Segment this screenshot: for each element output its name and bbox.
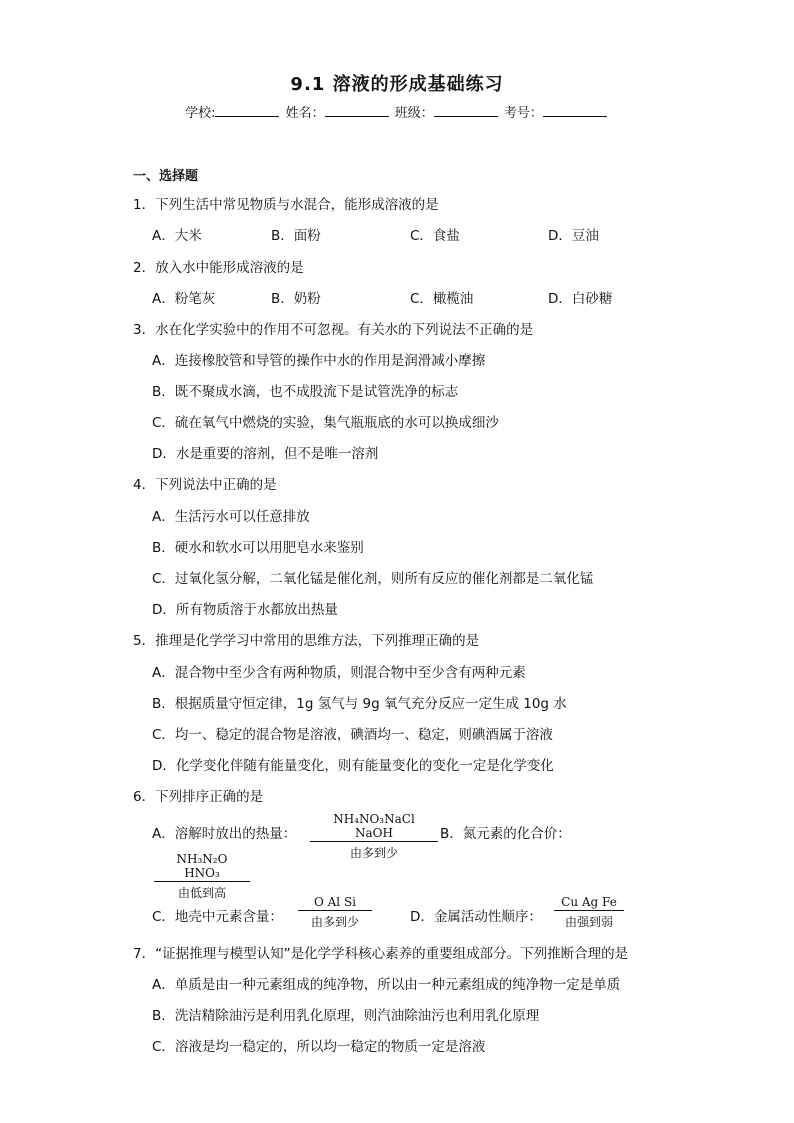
- class-blank[interactable]: [434, 104, 498, 117]
- question-7-stem: 7．“证据推理与模型认知”是化学学科核心素养的重要组成部分。下列推断合理的是: [133, 946, 629, 962]
- q3-option-d[interactable]: D．水是重要的溶剂，但不是唯一溶剂: [152, 446, 379, 462]
- q6-option-d[interactable]: D．金属活动性顺序：: [410, 909, 542, 925]
- question-1-stem: 1．下列生活中常见物质与水混合，能形成溶液的是: [133, 197, 439, 213]
- q3-option-c[interactable]: C．硫在氧气中燃烧的实验，集气瓶瓶底的水可以换成细沙: [152, 415, 499, 431]
- q4-option-d[interactable]: D．所有物质溶于水都放出热量: [152, 602, 338, 618]
- name-label: 姓名：: [285, 106, 325, 121]
- school-blank[interactable]: [215, 104, 279, 117]
- q6-a-sequence-top: NH₄NO₃NaCl NaOH: [310, 812, 438, 842]
- q7-option-b[interactable]: B．洗洁精除油污是利用乳化原理，则汽油除油污也利用乳化原理: [152, 1008, 540, 1024]
- q6-option-c[interactable]: C．地壳中元素含量：: [152, 909, 283, 925]
- q2-option-a[interactable]: A．粉笔灰: [152, 291, 216, 307]
- q6-d-sequence-top: Cu Ag Fe: [554, 895, 624, 911]
- q5-option-d[interactable]: D．化学变化伴随有能量变化，则有能量变化的变化一定是化学变化: [152, 758, 554, 774]
- q5-option-c[interactable]: C．均一、稳定的混合物是溶液，碘酒均一、稳定，则碘酒属于溶液: [152, 727, 553, 743]
- q6-a-sequence: [310, 812, 438, 861]
- section-heading: 一、选择题: [133, 169, 199, 184]
- name-blank[interactable]: [325, 104, 389, 117]
- q1-option-b[interactable]: B．面粉: [271, 228, 321, 244]
- q6-d-sequence-bottom: 由强到弱: [564, 915, 613, 929]
- q6-a-sequence-bottom: 由多到少: [349, 846, 398, 860]
- question-3-stem: 3．水在化学实验中的作用不可忽视。有关水的下列说法不正确的是: [133, 322, 534, 338]
- q2-option-c[interactable]: C．橄榄油: [410, 291, 474, 307]
- q7-option-c[interactable]: C．溶液是均一稳定的，所以均一稳定的物质一定是溶液: [152, 1039, 486, 1055]
- page-title: 9.1 溶液的形成基础练习: [290, 74, 504, 95]
- q6-c-sequence-bottom: 由多到少: [310, 915, 359, 929]
- question-6-stem: 6．下列排序正确的是: [133, 789, 264, 805]
- q4-option-b[interactable]: B．硬水和软水可以用肥皂水来鉴别: [152, 540, 364, 556]
- q6-b-sequence-bottom: 由低到高: [177, 886, 226, 900]
- q6-option-b[interactable]: B．氮元素的化合价：: [440, 826, 571, 842]
- q3-option-a[interactable]: A．连接橡胶管和导管的操作中水的作用是润滑减小摩擦: [152, 353, 486, 369]
- q6-c-sequence: [298, 895, 372, 930]
- q3-option-b[interactable]: B．既不聚成水滴，也不成股流下是试管洗净的标志: [152, 384, 459, 400]
- question-4-stem: 4．下列说法中正确的是: [133, 477, 277, 493]
- exam-number-blank[interactable]: [543, 104, 607, 117]
- q6-b-sequence-top: NH₃N₂O HNO₃: [154, 852, 250, 882]
- student-info-line: [0, 102, 794, 121]
- q6-option-a[interactable]: A．溶解时放出的热量：: [152, 826, 297, 842]
- question-2-stem: 2．放入水中能形成溶液的是: [133, 260, 304, 276]
- q5-option-b[interactable]: B．根据质量守恒定律，1g 氢气与 9g 氧气充分反应一定生成 10g 水: [152, 696, 567, 712]
- q4-option-a[interactable]: A．生活污水可以任意排放: [152, 509, 310, 525]
- class-label: 班级：: [394, 106, 434, 121]
- q1-option-d[interactable]: D．豆油: [548, 228, 599, 244]
- q2-option-b[interactable]: B．奶粉: [271, 291, 321, 307]
- q4-option-c[interactable]: C．过氧化氢分解，二氧化锰是催化剂，则所有反应的催化剂都是二氧化锰: [152, 571, 594, 587]
- q1-option-a[interactable]: A．大米: [152, 228, 202, 244]
- q2-option-d[interactable]: D．白砂糖: [548, 291, 613, 307]
- q5-option-a[interactable]: A．混合物中至少含有两种物质，则混合物中至少含有两种元素: [152, 665, 526, 681]
- q7-option-a[interactable]: A．单质是由一种元素组成的纯净物，所以由一种元素组成的纯净物一定是单质: [152, 977, 621, 993]
- exam-number-label: 考号：: [503, 106, 543, 121]
- question-5-stem: 5．推理是化学学习中常用的思维方法，下列推理正确的是: [133, 633, 480, 649]
- school-label: 学校:: [185, 106, 216, 121]
- q6-d-sequence: [554, 895, 624, 930]
- q6-b-sequence: [154, 852, 250, 901]
- q6-c-sequence-top: O Al Si: [298, 895, 372, 911]
- q1-option-c[interactable]: C．食盐: [410, 228, 460, 244]
